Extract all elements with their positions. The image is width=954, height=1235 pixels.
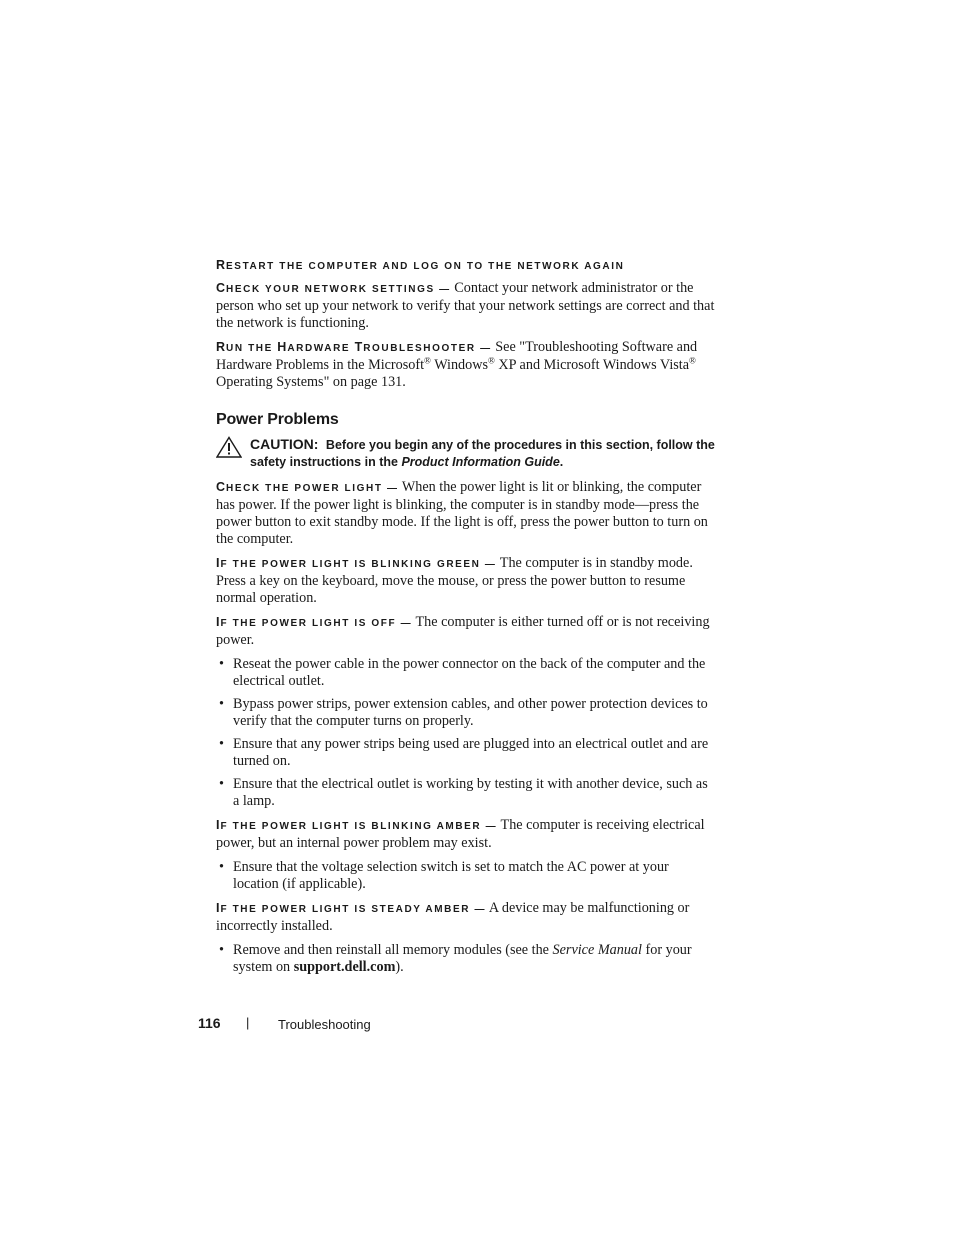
blinking-amber-heading: IF THE POWER LIGHT IS BLINKING AMBER — <box>216 818 498 832</box>
blinking-green-text: The computer is in standby mode. Press a key on the keyboard, move the mouse, or press the power button to resume normal operation. <box>216 555 693 606</box>
caution-text: Before you begin any of the procedures in this section, follow the safety instructions in the <box>250 438 715 469</box>
blinking-amber-list <box>216 859 716 893</box>
hardware-text-3: XP and Microsoft Windows Vista <box>498 357 690 373</box>
steady-amber-list <box>216 942 716 976</box>
caution-period: . <box>559 455 564 469</box>
hardware-heading: RUN THE HARDWARE TROUBLESHOOTER — <box>216 340 492 354</box>
network-paragraph <box>216 280 716 332</box>
network-heading: CHECK YOUR NETWORK SETTINGS — <box>216 281 451 295</box>
section-name: Troubleshooting <box>278 1017 371 1032</box>
hardware-text-1: See "Troubleshooting Software and Hardware Problems in the Microsoft <box>216 339 698 373</box>
registered-mark: ® <box>424 355 431 366</box>
list-item: • Bypass power strips, power extension cables, and other power protection devices to verify that the computer turns on properly. <box>219 696 708 729</box>
warning-triangle-icon <box>216 436 242 458</box>
light-off-list <box>216 656 716 810</box>
light-off-paragraph <box>216 614 716 649</box>
page-number: 116 <box>198 1015 221 1031</box>
list-item: • Reseat the power cable in the power connector on the back of the computer and the electrical outlet. <box>219 656 706 689</box>
steady-amber-paragraph <box>216 900 716 935</box>
light-off-text: The computer is either turned off or is not receiving power. <box>216 614 710 648</box>
power-problems-title: Power Problems <box>216 411 339 428</box>
list-item: • Ensure that the electrical outlet is working by testing it with another device, such as a lamp. <box>219 776 708 809</box>
caution-notice <box>216 436 716 471</box>
bullet-icon: • <box>219 736 224 752</box>
blinking-green-paragraph <box>216 555 716 607</box>
steady-amber-text: A device may be malfunctioning or incorrectly installed. <box>216 900 690 934</box>
registered-mark: ® <box>488 355 495 366</box>
light-off-heading: IF THE POWER LIGHT IS OFF — <box>216 615 413 629</box>
caution-guide: Product Information Guide <box>401 455 560 469</box>
blinking-amber-paragraph <box>216 817 716 852</box>
bullet-icon: • <box>219 942 224 958</box>
bullet-icon: • <box>219 656 224 672</box>
network-text: Contact your network administrator or the person who set up your network to verify that your network settings are correct and that the network is functioning. <box>216 280 715 331</box>
bullet-icon: • <box>219 859 224 875</box>
hardware-paragraph <box>216 339 716 391</box>
caution-label: CAUTION: <box>250 436 319 452</box>
blinking-amber-text: The computer is receiving electrical power, but an internal power problem may exist. <box>216 817 705 851</box>
list-item: • Ensure that any power strips being used are plugged into an electrical outlet and are turned on. <box>219 736 709 769</box>
support-link[interactable]: support.dell.com <box>293 959 396 975</box>
registered-mark: ® <box>689 355 696 366</box>
check-power-light-paragraph <box>216 479 716 548</box>
bullet-icon: • <box>219 696 224 712</box>
page-content <box>216 258 716 983</box>
list-item: • Remove and then reinstall all memory modules (see the Service Manual for your system on support.dell.com). <box>219 942 692 975</box>
hardware-text-2: Windows <box>434 357 488 373</box>
bullet-icon: • <box>219 776 224 792</box>
steady-amber-heading: IF THE POWER LIGHT IS STEADY AMBER — <box>216 901 487 915</box>
footer-separator: | <box>246 1015 250 1030</box>
list-item: • Ensure that the voltage selection switch is set to match the AC power at your location (if applicable). <box>219 859 669 892</box>
check-power-light-heading: CHECK THE POWER LIGHT — <box>216 480 399 494</box>
service-manual-title: Service Manual <box>552 942 642 958</box>
blinking-green-heading: IF THE POWER LIGHT IS BLINKING GREEN — <box>216 556 497 570</box>
check-power-light-text: When the power light is lit or blinking, the computer has power. If the power light is blinking, the computer is in standby mode—press the power button to exit standby mode. If the light is off, press the power button to turn on the computer. <box>216 479 708 547</box>
hardware-text-4: Operating Systems" on page 131. <box>216 374 406 390</box>
restart-heading: RESTART THE COMPUTER AND LOG ON TO THE NETWORK AGAIN <box>216 258 625 272</box>
